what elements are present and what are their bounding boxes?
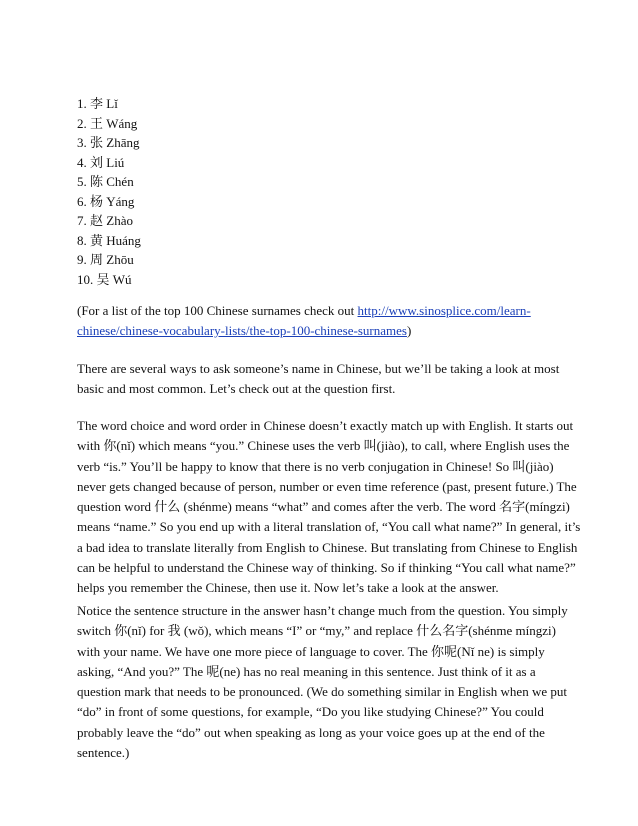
- text-line: switch 你(nǐ) for 我 (wǒ), which means “I” or “my,” and replace 什么名字(shénme míngzi): [77, 623, 556, 639]
- text-line: with 你(nǐ) which means “you.” Chinese uses the verb 叫(jiào), to call, where English uses the: [77, 438, 570, 454]
- surname-list-reference-paragraph: [77, 301, 563, 342]
- text-line: question mark that needs to be pronounced. (We do something similar in English when we put: [77, 684, 567, 700]
- surname-list: [77, 94, 141, 289]
- text-line: sentence.): [77, 745, 130, 761]
- reference-suffix: ): [406, 323, 412, 339]
- text-line: never gets changed because of person, number or even time reference (past, present future.) The: [77, 478, 577, 494]
- intro-paragraph: [77, 359, 563, 400]
- surnames-link-part-1[interactable]: http://www.sinosplice.com/learn-: [357, 303, 531, 318]
- surname-item: 2. 王 Wáng: [77, 115, 138, 131]
- surname-item: 6. 杨 Yáng: [77, 193, 135, 209]
- answer-paragraph: [77, 601, 568, 763]
- reference-prefix: (For a list of the top 100 Chinese surnames check out: [77, 303, 358, 318]
- surnames-link-part-2[interactable]: chinese/chinese-vocabulary-lists/the-top-100-chinese-surnames: [77, 323, 407, 339]
- surname-item: 9. 周 Zhōu: [77, 252, 134, 267]
- text-line: with your name. We have one more piece of language to cover. The 你呢(Nǐ ne) is simply: [77, 643, 545, 659]
- text-line: “do” in front of some questions, for example, “Do you like studying Chinese?” You could: [77, 704, 544, 720]
- surname-item: 3. 张 Zhāng: [77, 135, 140, 150]
- text-line: can be helpful to understand the Chinese way of thinking. So if thinking “You call what name?”: [77, 560, 576, 576]
- text-line: verb “is.” You’ll be happy to know that there is no verb conjugation in Chinese! So 叫(jiào): [77, 458, 554, 474]
- text-line: The word choice and word order in Chinese doesn’t exactly match up with English. It starts out: [77, 418, 574, 433]
- text-line: a bad idea to translate literally from English to Chinese. But translating from Chinese to English: [77, 539, 578, 555]
- text-line: helps you remember the Chinese, then use it. Now let’s take a look at the answer.: [77, 580, 499, 596]
- text-line: means “name.” So you end up with a literal translation of, “You call what name?” In general, it’s: [77, 519, 581, 535]
- text-line: There are several ways to ask someone’s name in Chinese, but we’ll be taking a look at most: [77, 361, 560, 376]
- reference-line-2: [77, 321, 563, 341]
- text-line: basic and most common. Let’s check out at the question first.: [77, 381, 396, 397]
- reference-line-1: [77, 301, 563, 321]
- surname-item: 5. 陈 Chén: [77, 174, 134, 189]
- text-line: Notice the sentence structure in the answer hasn’t change much from the question. You simply: [77, 603, 568, 618]
- text-line: asking, “And you?” The 呢(ne) has no real meaning in this sentence. Just think of it as a: [77, 663, 536, 679]
- surname-item: 4. 刘 Liú: [77, 154, 125, 170]
- word-choice-paragraph: [77, 416, 581, 599]
- surname-item: 1. 李 Lǐ: [77, 96, 118, 111]
- surname-item: 7. 赵 Zhào: [77, 213, 133, 228]
- text-line: question word 什么 (shénme) means “what” and comes after the verb. The word 名字(míngzi): [77, 499, 570, 515]
- text-line: probably leave the “do” out when speaking as long as your voice goes up at the end of the: [77, 724, 545, 740]
- surname-item: 10. 吴 Wú: [77, 271, 132, 287]
- surname-item: 8. 黄 Huáng: [77, 232, 141, 248]
